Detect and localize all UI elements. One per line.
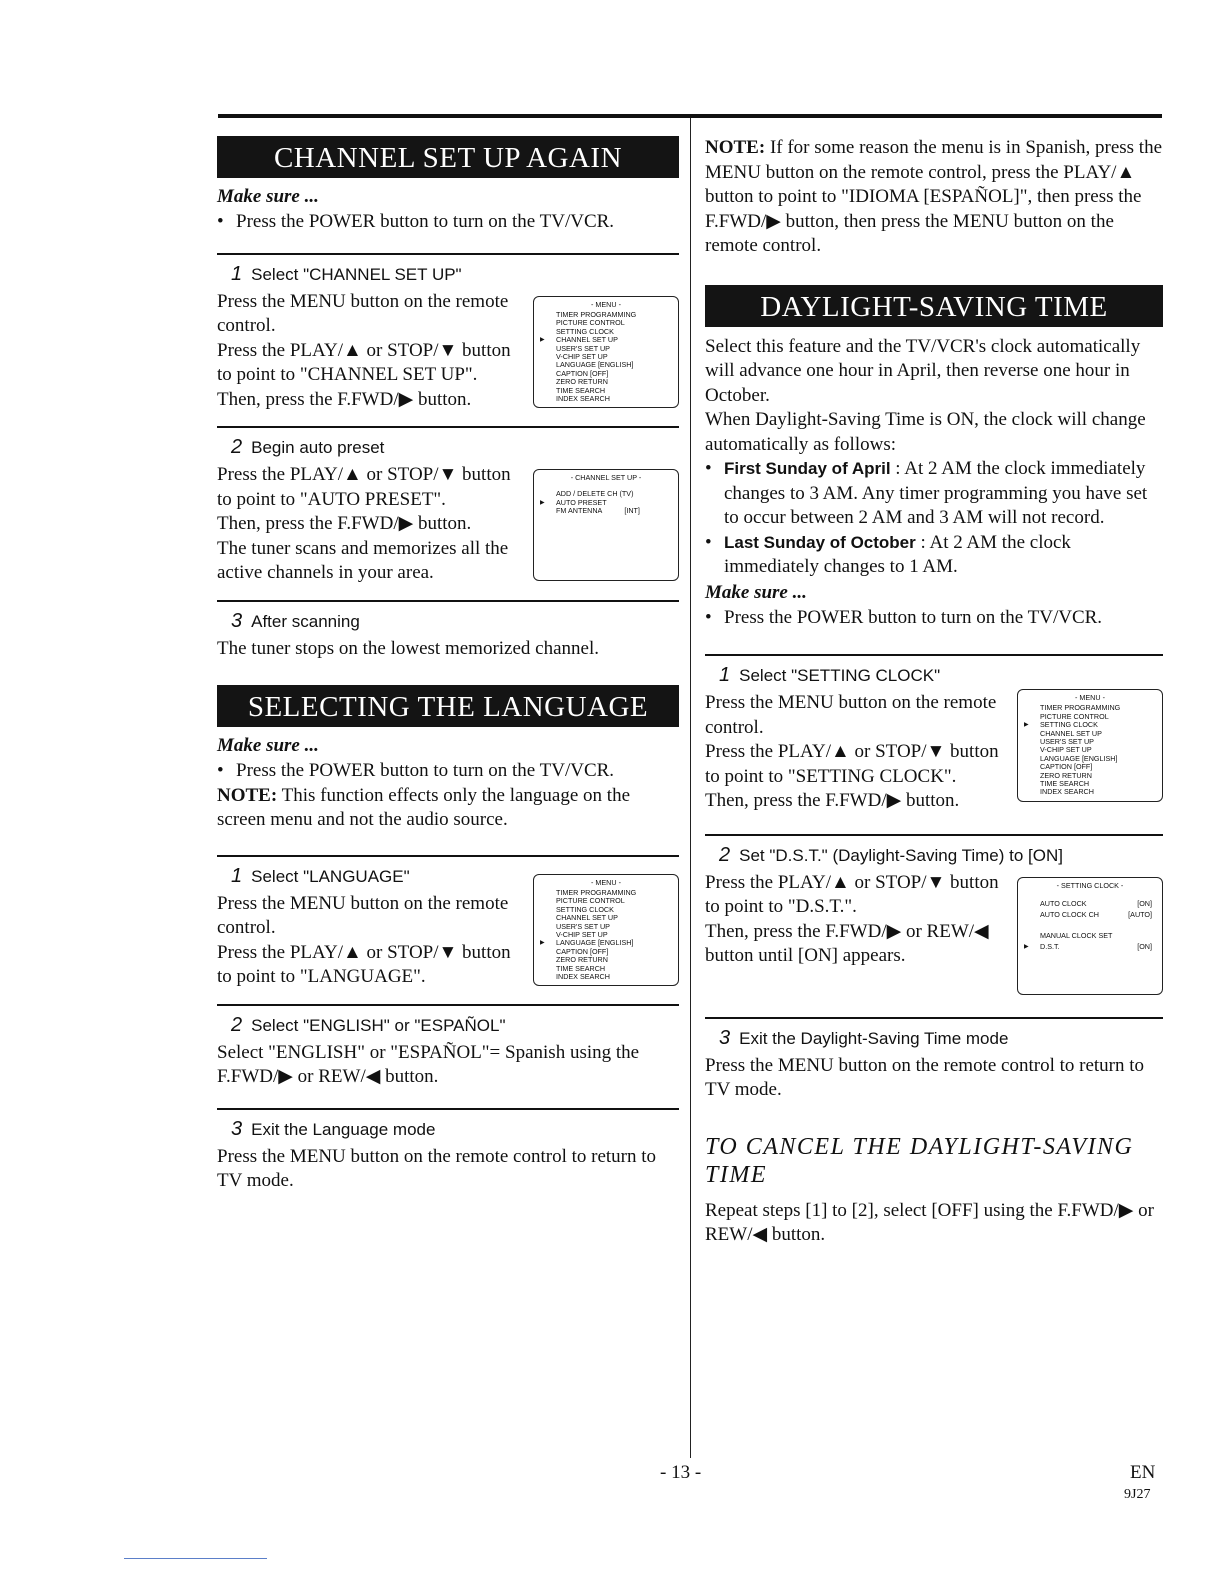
step-body	[217, 290, 679, 413]
step-text: Select "ENGLISH" or "ESPAÑOL"= Spanish using the F.FWD/▶ or REW/◀ button.	[217, 1041, 640, 1087]
step-body	[705, 691, 1163, 814]
osd-item: V-CHIP SET UP	[556, 929, 608, 939]
step-text: The tuner stops on the lowest memorized channel.	[217, 637, 600, 659]
step-body	[217, 877, 679, 990]
step-text: Then, press the F.FWD/▶ button.	[705, 790, 960, 811]
april-bullet: • First Sunday of April : At 2 AM the clock immediately changes to 3 AM. Any timer programming you have set to occur between 2 AM and 3 AM will not record.	[705, 457, 1163, 531]
step-divider	[705, 654, 1163, 656]
osd-title: - MENU -	[591, 877, 621, 887]
power-bullet: • Press the POWER button to turn on the TV/VCR.	[705, 606, 1163, 631]
osd-item: ZERO RETURN	[1040, 770, 1092, 780]
october-bullet: • Last Sunday of October : At 2 AM the clock immediately changes to 1 AM.	[705, 531, 1163, 580]
menu-screen	[1017, 689, 1163, 802]
osd-item: CAPTION [OFF]	[1040, 762, 1093, 772]
osd-item: INDEX SEARCH	[556, 393, 610, 403]
osd-item: V-CHIP SET UP	[1040, 745, 1092, 755]
column-divider	[690, 118, 691, 1458]
osd-row: MANUAL CLOCK SET	[1040, 930, 1113, 940]
osd-item: USER'S SET UP	[556, 921, 610, 931]
step-text: Press the MENU button on the remote control.	[217, 892, 509, 938]
dst-intro: Select this feature and the TV/VCR's clock automatically will advance one hour in April, then reverse one hour in October.	[705, 335, 1141, 406]
step-body	[217, 463, 679, 586]
step-body	[705, 871, 1163, 995]
step-text: Press the PLAY/▲ or STOP/▼ button to point to "SETTING CLOCK".	[705, 741, 999, 787]
step-divider	[217, 1004, 679, 1006]
osd-item: FM ANTENNA [INT]	[556, 506, 640, 516]
osd-item: CAPTION [OFF]	[556, 946, 609, 956]
step-text: Press the PLAY/▲ or STOP/▼ button to point to "AUTO PRESET".	[217, 464, 511, 510]
osd-title: - SETTING CLOCK -	[1056, 880, 1124, 890]
osd-item: PICTURE CONTROL	[556, 896, 625, 906]
osd-title: - MENU -	[591, 299, 621, 309]
step-divider	[217, 253, 679, 255]
channel-setup-screen	[533, 469, 679, 581]
osd-row: AUTO CLOCK [ON]	[1040, 898, 1152, 908]
osd-item: ZERO RETURN	[556, 377, 608, 387]
document-code: 9J27	[1124, 1487, 1151, 1502]
step-divider	[217, 1108, 679, 1110]
osd-title: - CHANNEL SET UP -	[570, 473, 642, 482]
osd-item-selected: ▶ CHANNEL SET UP	[540, 336, 672, 344]
power-bullet: • Press the POWER button to turn on the TV/VCR.	[217, 759, 679, 784]
osd-item: SETTING CLOCK	[556, 326, 614, 336]
left-column	[217, 136, 679, 1194]
right-column	[705, 136, 1163, 1248]
step-text: Then, press the F.FWD/▶ button.	[217, 388, 472, 410]
osd-title: - MENU -	[1075, 693, 1105, 702]
osd-item: TIME SEARCH	[556, 963, 606, 973]
osd-item: LANGUAGE [ENGLISH]	[1040, 753, 1118, 763]
osd-item: CHANNEL SET UP	[1040, 728, 1102, 738]
osd-item: TIMER PROGRAMMING	[556, 309, 637, 319]
step-text: Press the MENU button on the remote control.	[217, 290, 509, 336]
step-divider	[217, 600, 679, 602]
make-sure-label: Make sure ...	[217, 186, 319, 207]
osd-item: PICTURE CONTROL	[1040, 711, 1109, 721]
setting-clock-screen	[1017, 877, 1163, 995]
step-divider	[217, 426, 679, 428]
osd-item: CAPTION [OFF]	[556, 368, 609, 378]
step-title: 1 Select "CHANNEL SET UP"	[231, 262, 462, 285]
osd-item-selected: ▶ AUTO PRESET	[540, 499, 672, 507]
osd-item: USER'S SET UP	[1040, 737, 1094, 747]
osd-item: ADD / DELETE CH (TV)	[556, 489, 634, 499]
power-bullet: • Press the POWER button to turn on the TV/VCR.	[217, 210, 679, 235]
cancel-dst-heading: TO CANCEL THE DAYLIGHT-SAVING TIME	[705, 1133, 1134, 1188]
step-text: Press the MENU button on the remote control.	[705, 692, 997, 738]
osd-item: TIMER PROGRAMMING	[556, 887, 637, 897]
step-title: 3 Exit the Daylight-Saving Time mode	[719, 1026, 1009, 1049]
step-title: 2 Begin auto preset	[231, 436, 385, 458]
menu-screen	[533, 296, 679, 409]
osd-item: PICTURE CONTROL	[556, 318, 625, 328]
osd-item: TIME SEARCH	[556, 385, 606, 395]
step-title: 3 Exit the Language mode	[231, 1117, 436, 1140]
step-text: The tuner scans and memorizes all the active channels in your area.	[217, 537, 509, 583]
step-text: Press the PLAY/▲ or STOP/▼ button to point to "CHANNEL SET UP".	[217, 339, 511, 385]
step-title: 3 After scanning	[231, 609, 360, 632]
osd-item: V-CHIP SET UP	[556, 351, 608, 361]
step-title: 1 Select "SETTING CLOCK"	[719, 664, 941, 686]
osd-item: TIMER PROGRAMMING	[1040, 703, 1121, 713]
osd-row-selected: ▶ D.S.T. [ON]	[1024, 943, 1156, 951]
osd-row: AUTO CLOCK CH [AUTO]	[1040, 910, 1152, 920]
step-text: Press the PLAY/▲ or STOP/▼ button to point to "D.S.T.".	[705, 871, 999, 917]
menu-screen	[533, 874, 679, 987]
spanish-note: NOTE: If for some reason the menu is in Spanish, press the MENU button on the remote control, press the PLAY/▲ button to point to "IDIOMA [ESPAÑOL]", then press the F.FWD/▶ button, then press the MENU button on the remote control.	[705, 137, 1162, 256]
osd-item: LANGUAGE [ENGLISH]	[556, 360, 634, 370]
daylight-saving-banner: DAYLIGHT-SAVING TIME	[705, 285, 1163, 327]
step-divider	[705, 1017, 1163, 1019]
language-code: EN	[1130, 1462, 1156, 1483]
osd-value: [INT]	[624, 506, 640, 516]
cancel-dst-text: Repeat steps [1] to [2], select [OFF] using the F.FWD/▶ or REW/◀ button.	[705, 1199, 1154, 1245]
footer-rule	[124, 1558, 267, 1559]
osd-item-selected: ▶ SETTING CLOCK	[1024, 721, 1156, 729]
language-note: NOTE: This function effects only the language on the screen menu and not the audio source.	[217, 784, 631, 830]
make-sure-label: Make sure ...	[705, 581, 807, 603]
osd-item: CHANNEL SET UP	[556, 913, 618, 923]
step-text: Press the PLAY/▲ or STOP/▼ button to point to "LANGUAGE".	[217, 941, 511, 987]
channel-setup-banner: CHANNEL SET UP AGAIN	[217, 136, 679, 178]
osd-item: INDEX SEARCH	[556, 971, 610, 981]
step-title: 2 Set "D.S.T." (Daylight-Saving Time) to [ON]	[719, 843, 1063, 866]
osd-item-selected: ▶ LANGUAGE [ENGLISH]	[540, 939, 672, 947]
step-title: 2 Select "ENGLISH" or "ESPAÑOL"	[231, 1013, 506, 1036]
osd-item: TIME SEARCH	[1040, 779, 1090, 789]
osd-item: ZERO RETURN	[556, 955, 608, 965]
osd-item: USER'S SET UP	[556, 343, 610, 353]
step-divider	[705, 834, 1163, 836]
step-text: Press the MENU button on the remote control to return to TV mode.	[705, 1054, 1145, 1100]
step-title: 1 Select "LANGUAGE"	[231, 864, 410, 887]
step-divider	[217, 855, 679, 857]
page-number: - 13 -	[660, 1462, 702, 1483]
osd-item: INDEX SEARCH	[1040, 787, 1094, 797]
language-banner: SELECTING THE LANGUAGE	[217, 685, 679, 727]
dst-intro: When Daylight-Saving Time is ON, the clock will change automatically as follows:	[705, 409, 1146, 455]
step-text: Then, press the F.FWD/▶ or REW/◀ button until [ON] appears.	[705, 920, 989, 966]
make-sure-label: Make sure ...	[217, 735, 319, 756]
step-text: Then, press the F.FWD/▶ button.	[217, 513, 472, 534]
step-text: Press the MENU button on the remote control to return to TV mode.	[217, 1145, 657, 1191]
osd-item: SETTING CLOCK	[556, 904, 614, 914]
